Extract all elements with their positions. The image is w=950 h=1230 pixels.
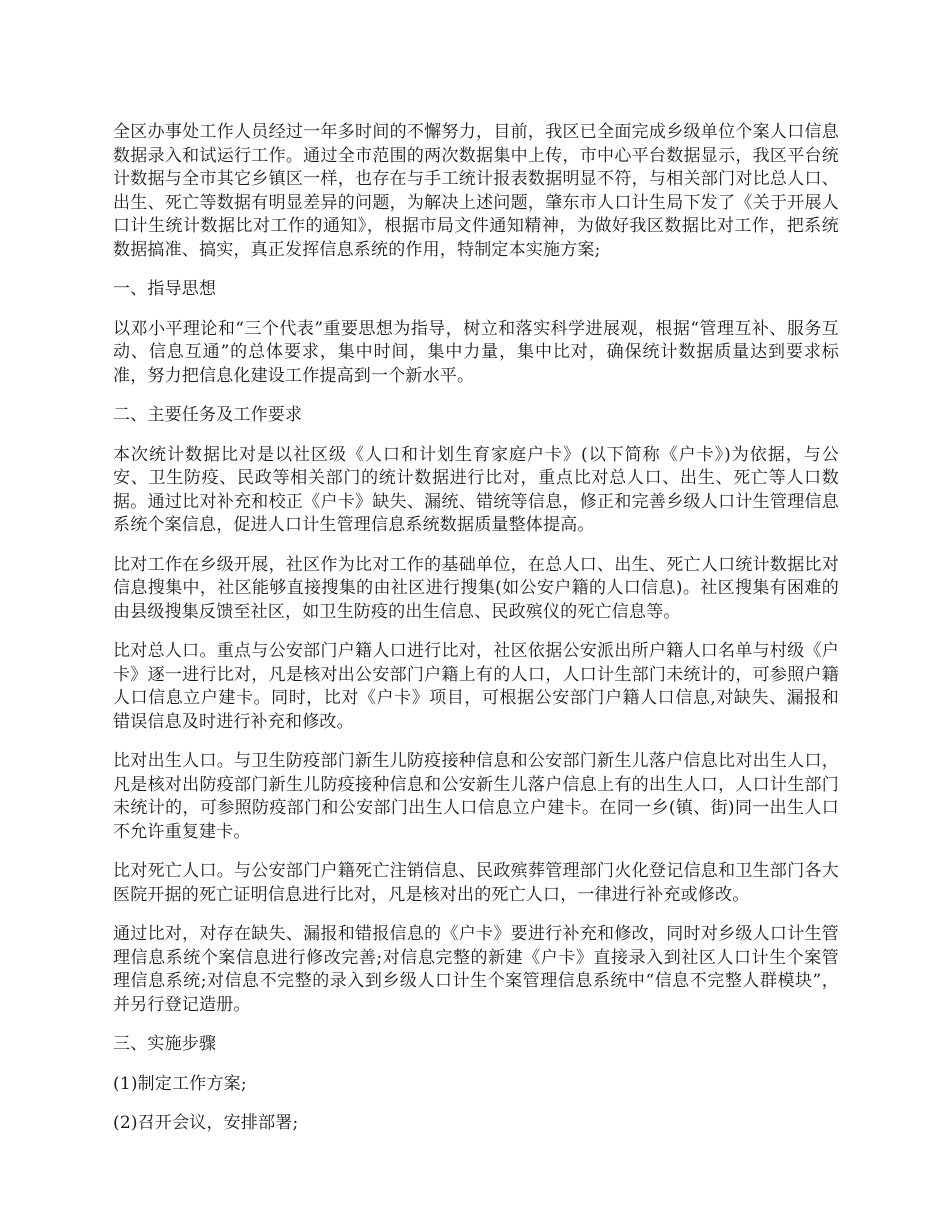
total-population-paragraph: 比对总人口。重点与公安部门户籍人口进行比对，社区依据公安派出所户籍人口名单与村级《户卡》逐一进行比对，凡是核对出公安部门户籍上有的人口，人口计生部门未统计的，可参照户籍人口信息立户建卡。同时，比对《户卡》项目，可根据公安部门户籍人口信息,对缺失、漏报和错误信息及时进行补充和修改。 bbox=[113, 641, 839, 732]
step-item: (1)制定工作方案; bbox=[113, 1073, 247, 1094]
guiding-ideology-paragraph: 以邓小平理论和“三个代表”重要思想为指导，树立和落实科学进展观，根据“管理互补、服务互动、信息互通”的总体要求，集中时间，集中力量，集中比对，确保统计数据质量达到要求标准，努力把信息化建设工作提高到一个新水平。 bbox=[113, 318, 839, 386]
section-heading-guiding-ideology: 一、指导思想 bbox=[113, 279, 217, 299]
death-population-paragraph: 比对死亡人口。与公安部门户籍死亡注销信息、民政殡葬管理部门火化登记信息和卫生部门各大医院开据的死亡证明信息进行比对，凡是核对出的死亡人口，一律进行补充或修改。 bbox=[113, 861, 839, 905]
section-heading-main-tasks: 二、主要任务及工作要求 bbox=[113, 405, 303, 425]
birth-population-paragraph: 比对出生人口。与卫生防疫部门新生儿防疫接种信息和公安部门新生儿落户信息比对出生人口，凡是核对出防疫部门新生儿防疫接种信息和公安新生儿落户信息上有的出生人口，人口计生部门未统计的，可参照防疫部门和公安部门出生人口信息立户建卡。在同一乡(镇、街)同一出生人口不允许重复建卡。 bbox=[113, 751, 839, 842]
section-heading-implementation-steps: 三、实施步骤 bbox=[113, 1034, 217, 1054]
document-body bbox=[113, 121, 839, 1152]
main-tasks-paragraph: 本次统计数据比对是以社区级《人口和计划生育家庭户卡》(以下简称《户卡》)为依据，与公安、卫生防疫、民政等相关部门的统计数据进行比对，重点比对总人口、出生、死亡等人口数据。通过比对补充和校正《户卡》缺失、漏统、错统等信息，修正和完善乡级人口计生管理信息系统个案信息，促进人口计生管理信息系统数据质量整体提高。 bbox=[113, 444, 839, 535]
intro-paragraph: 全区办事处工作人员经过一年多时间的不懈努力，目前，我区已全面完成乡级单位个案人口信息数据录入和试运行工作。通过全市范围的两次数据集中上传，市中心平台数据显示，我区平台统计数据与全市其它乡镇区一样，也存在与手工统计报表数据明显不符，与相关部门对比总人口、出生、死亡等数据有明显差异的问题，为解决上述问题，肇东市人口计生局下发了《关于开展人口计生统计数据比对工作的通知》，根据市局文件通知精神，为做好我区数据比对工作，把系统数据搞准、搞实，真正发挥信息系统的作用，特制定本实施方案; bbox=[113, 122, 839, 260]
township-work-paragraph: 比对工作在乡级开展，社区作为比对工作的基础单位，在总人口、出生、死亡人口统计数据比对信息搜集中，社区能够直接搜集的由社区进行搜集(如公安户籍的人口信息)。社区搜集有困难的由县级搜集反馈至社区，如卫生防疫的出生信息、民政殡仪的死亡信息等。 bbox=[113, 554, 839, 622]
step-item: (2)召开会议，安排部署; bbox=[113, 1113, 299, 1133]
comparison-result-paragraph: 通过比对，对存在缺失、漏报和错报信息的《户卡》要进行补充和修改，同时对乡级人口计生管理信息系统个案信息进行修改完善;对信息完整的新建《户卡》直接录入到社区人口计生个案管理信息系统;对信息不完整的录入到乡级人口计生个案管理信息系统中“信息不完整人群模块”，并另行登记造册。 bbox=[113, 924, 839, 1015]
